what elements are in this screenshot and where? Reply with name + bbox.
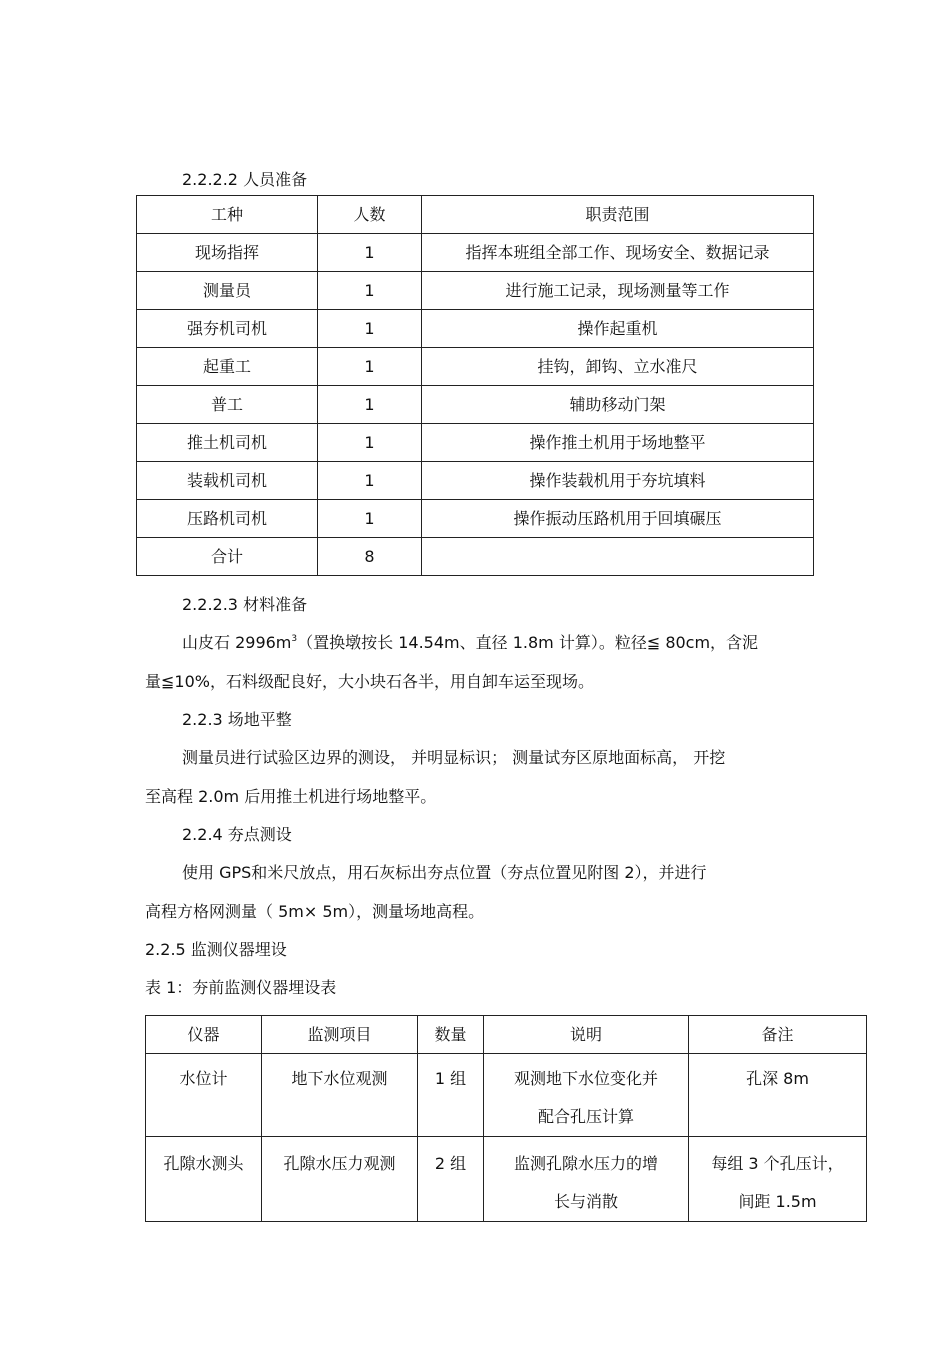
instrument-table bbox=[145, 1015, 867, 1222]
cell-instrument: 孔隙水测头 bbox=[146, 1137, 262, 1222]
header-description: 说明 bbox=[484, 1016, 689, 1054]
cell-trade: 现场指挥 bbox=[137, 234, 318, 272]
cell-duty: 指挥本班组全部工作、现场安全、数据记录 bbox=[422, 234, 814, 272]
header-instrument: 仪器 bbox=[146, 1016, 262, 1054]
materials-paragraph-line2: 量≦10%，石料级配良好，大小块石各半，用自卸车运至现场。 bbox=[145, 672, 594, 691]
cell-trade: 起重工 bbox=[137, 348, 318, 386]
table-header-row bbox=[137, 196, 814, 234]
cell-description bbox=[484, 1054, 689, 1137]
survey-paragraph-line2: 高程方格网测量（ 5m× 5m），测量场地高程。 bbox=[145, 902, 485, 921]
cell-count: 1 bbox=[318, 386, 422, 424]
section-heading-survey: 2.2.4 夯点测设 bbox=[182, 825, 292, 844]
table-total-row bbox=[137, 538, 814, 576]
cell-trade: 强夯机司机 bbox=[137, 310, 318, 348]
header-duty: 职责范围 bbox=[422, 196, 814, 234]
cell-duty: 挂钩，卸钩、立水准尺 bbox=[422, 348, 814, 386]
cell-trade: 普工 bbox=[137, 386, 318, 424]
table-row bbox=[137, 386, 814, 424]
cell-description bbox=[484, 1137, 689, 1222]
section-heading-instruments: 2.2.5 监测仪器埋设 bbox=[145, 940, 287, 959]
cell-duty: 操作振动压路机用于回填碾压 bbox=[422, 500, 814, 538]
cell-count: 1 bbox=[318, 500, 422, 538]
description-line2: 长与消散 bbox=[553, 1192, 618, 1211]
cell-duty: 操作装载机用于夯坑填料 bbox=[422, 462, 814, 500]
description-line2: 配合孔压计算 bbox=[537, 1107, 634, 1126]
cell-count: 1 bbox=[318, 462, 422, 500]
table-caption: 表 1：夯前监测仪器埋设表 bbox=[145, 978, 337, 997]
cell-trade: 压路机司机 bbox=[137, 500, 318, 538]
table-row bbox=[137, 234, 814, 272]
materials-text-b: （置换墩按长 14.54m、直径 1.8m 计算）。粒径≦ 80cm，含泥 bbox=[297, 633, 759, 652]
cell-count: 1 bbox=[318, 234, 422, 272]
cell-duty: 操作起重机 bbox=[422, 310, 814, 348]
leveling-paragraph-line2: 至高程 2.0m 后用推土机进行场地整平。 bbox=[145, 787, 437, 806]
header-quantity: 数量 bbox=[418, 1016, 484, 1054]
description-line1: 监测孔隙水压力的增 bbox=[513, 1154, 658, 1173]
materials-paragraph-line1 bbox=[182, 633, 758, 653]
table-row bbox=[137, 462, 814, 500]
table-header-row bbox=[146, 1016, 867, 1054]
table-row bbox=[146, 1054, 867, 1137]
cell-count: 1 bbox=[318, 348, 422, 386]
cell-monitor-item: 地下水位观测 bbox=[262, 1054, 418, 1137]
cubic-superscript: 3 bbox=[291, 634, 298, 644]
cell-total-duty bbox=[422, 538, 814, 576]
table-row bbox=[137, 348, 814, 386]
cell-duty: 操作推土机用于场地整平 bbox=[422, 424, 814, 462]
description-line1: 观测地下水位变化并 bbox=[513, 1069, 658, 1088]
cell-count: 1 bbox=[318, 310, 422, 348]
section-heading-staff: 2.2.2.2 人员准备 bbox=[182, 170, 308, 189]
leveling-paragraph-line1: 测量员进行试验区边界的测设， 并明显标识； 测量试夯区原地面标高， 开挖 bbox=[182, 748, 726, 767]
cell-total-count: 8 bbox=[318, 538, 422, 576]
table-row bbox=[137, 272, 814, 310]
header-count: 人数 bbox=[318, 196, 422, 234]
header-remarks: 备注 bbox=[689, 1016, 867, 1054]
staff-table bbox=[136, 195, 814, 576]
section-heading-materials: 2.2.2.3 材料准备 bbox=[182, 595, 308, 614]
section-heading-leveling: 2.2.3 场地平整 bbox=[182, 710, 292, 729]
cell-duty: 辅助移动门架 bbox=[422, 386, 814, 424]
table-row bbox=[137, 424, 814, 462]
remarks-line1: 每组 3 个孔压计， bbox=[711, 1154, 844, 1173]
remarks-line1: 孔深 8m bbox=[746, 1069, 809, 1088]
cell-total-label: 合计 bbox=[137, 538, 318, 576]
table-row bbox=[146, 1137, 867, 1222]
cell-remarks bbox=[689, 1054, 867, 1137]
survey-paragraph-line1: 使用 GPS和米尺放点，用石灰标出夯点位置（夯点位置见附图 2），并进行 bbox=[182, 863, 707, 882]
cell-quantity: 2 组 bbox=[418, 1137, 484, 1222]
remarks-line2: 间距 1.5m bbox=[738, 1192, 817, 1211]
cell-duty: 进行施工记录，现场测量等工作 bbox=[422, 272, 814, 310]
cell-instrument: 水位计 bbox=[146, 1054, 262, 1137]
cell-trade: 推土机司机 bbox=[137, 424, 318, 462]
header-trade: 工种 bbox=[137, 196, 318, 234]
header-monitor-item: 监测项目 bbox=[262, 1016, 418, 1054]
cell-count: 1 bbox=[318, 272, 422, 310]
remarks-line2 bbox=[689, 1098, 866, 1136]
cell-monitor-item: 孔隙水压力观测 bbox=[262, 1137, 418, 1222]
table-row bbox=[137, 500, 814, 538]
table-row bbox=[137, 310, 814, 348]
cell-trade: 装载机司机 bbox=[137, 462, 318, 500]
materials-text-a: 山皮石 2996m bbox=[182, 633, 292, 652]
cell-count: 1 bbox=[318, 424, 422, 462]
cell-trade: 测量员 bbox=[137, 272, 318, 310]
cell-quantity: 1 组 bbox=[418, 1054, 484, 1137]
cell-remarks bbox=[689, 1137, 867, 1222]
